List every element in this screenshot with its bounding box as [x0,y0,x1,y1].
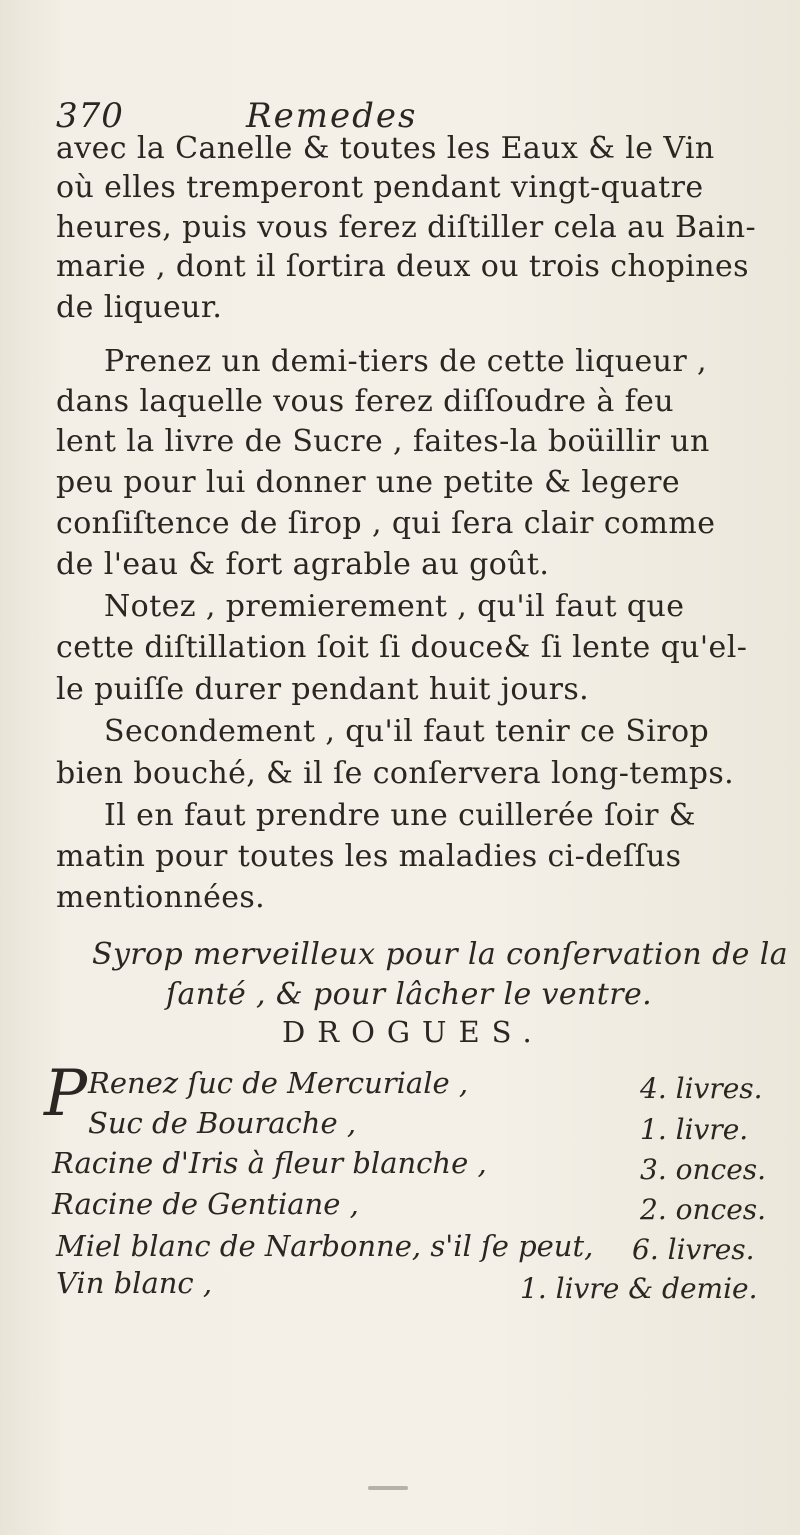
drug-quantity: 6. livres. [632,1233,755,1266]
drop-cap: P [44,1057,88,1131]
text-line: matin pour toutes les maladies ci-deſſus [56,839,682,874]
text-line: dans laquelle vous ferez diſſoudre à feu [56,384,674,419]
drug-quantity: 1. livre & demie. [520,1272,758,1305]
drogues-title: DROGUES. [282,1015,544,1049]
page-number: 370 [56,96,124,136]
drug-name: Racine d'Iris à fleur blanche , [52,1146,487,1180]
text-line: de l'eau & fort agrable au goût. [56,547,550,582]
recipe-heading-line: Syrop merveilleux pour la conſervation de la [92,937,789,972]
text-line: avec la Canelle & toutes les Eaux & le Vin [56,131,715,166]
text-line: mentionnées. [56,880,266,915]
drug-quantity: 3. onces. [640,1153,767,1186]
drug-name: Vin blanc , [56,1266,213,1300]
drug-name: Renez ſuc de Mercuriale , [88,1066,469,1100]
text-line: de liqueur. [56,290,223,325]
text-line: Il en faut prendre une cuillerée ſoir & [104,798,696,833]
drug-name: Racine de Gentiane , [52,1187,359,1221]
text-line: marie , dont il ſortira deux ou trois chopines [56,249,749,284]
text-line: le puiſſe durer pendant huit jours. [56,672,590,707]
text-line: cette diſtillation ſoit ſi douce& ſi lente qu'el- [56,630,748,665]
text-line: conſiſtence de ſirop , qui ſera clair comme [56,506,716,541]
running-title: Remedes [246,96,418,136]
ink-smudge [368,1486,408,1490]
text-line: Prenez un demi-tiers de cette liqueur , [104,344,707,379]
drug-name: Suc de Bourache , [88,1106,357,1140]
drug-name: Miel blanc de Narbonne, s'il ſe peut, [56,1229,594,1263]
recipe-heading-line: ſanté , & pour lâcher le ventre. [166,977,653,1012]
text-line: lent la livre de Sucre , faites-la boüillir un [56,424,710,459]
text-line: bien bouché, & il ſe conſervera long-temps. [56,756,735,791]
text-line: où elles tremperont pendant vingt-quatre [56,170,704,205]
text-line: Secondement , qu'il faut tenir ce Sirop [104,714,710,749]
text-line: heures, puis vous ferez diſtiller cela au Bain- [56,210,757,245]
drug-quantity: 4. livres. [640,1072,763,1105]
drug-quantity: 2. onces. [640,1193,767,1226]
text-line: peu pour lui donner une petite & legere [56,465,680,500]
drug-quantity: 1. livre. [640,1113,749,1146]
text-line: Notez , premierement , qu'il faut que [104,589,685,624]
